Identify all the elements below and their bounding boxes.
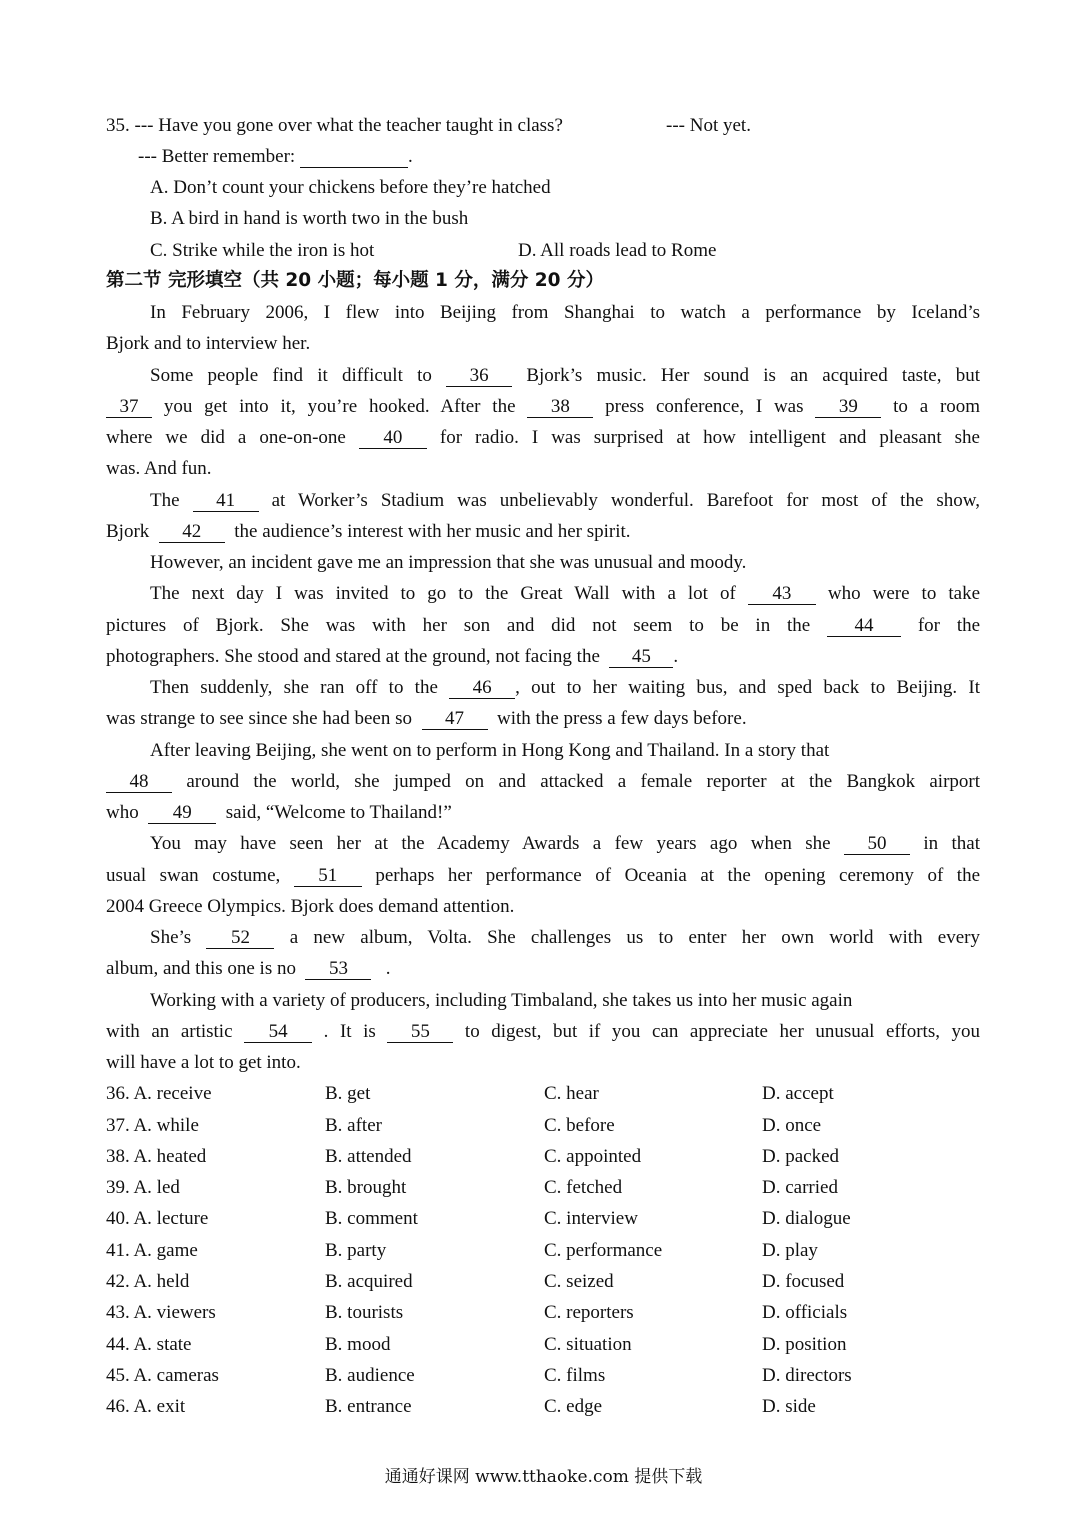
option-a: 38. A. heated (106, 1146, 207, 1167)
option-c: C. before (544, 1115, 615, 1136)
passage-line: You may have seen her at the Academy Awards a few years ago when she 50 in that (150, 833, 981, 854)
option-a: 39. A. led (106, 1177, 180, 1198)
passage-line: was. And fun. (106, 458, 212, 479)
passage-line: However, an incident gave me an impression that she was unusual and moody. (150, 552, 747, 573)
blank-49: 49 (148, 803, 216, 824)
blank-41: 41 (193, 491, 259, 512)
passage-line: photographers. She stood and stared at the ground, not facing the 45 . (106, 646, 679, 667)
q35-option-c: C. Strike while the iron is hot (150, 240, 375, 261)
passage-line: The 41 at Worker’s Stadium was unbelievably wonderful. Barefoot for most of the show, (150, 490, 981, 511)
passage-line: Working with a variety of producers, including Timbaland, she takes us into her music again (150, 990, 853, 1011)
passage-line: Then suddenly, she ran off to the 46 , out to her waiting bus, and sped back to Beijing. It (150, 677, 981, 698)
option-c: C. reporters (544, 1302, 634, 1323)
option-b: B. entrance (325, 1396, 412, 1417)
option-d: D. carried (762, 1177, 838, 1198)
option-b: B. tourists (325, 1302, 404, 1323)
passage-line: who 49 said, “Welcome to Thailand!” (106, 802, 452, 823)
section-heading: 第二节 完形填空（共 20 小题；每小题 1 分，满分 20 分） (106, 270, 604, 291)
option-c: C. appointed (544, 1146, 642, 1167)
blank-44: 44 (827, 616, 901, 637)
blank-38: 38 (527, 397, 593, 418)
passage-line: Some people find it difficult to 36 Bjork’s music. Her sound is an acquired taste, but (150, 365, 980, 386)
q35-blank (300, 147, 408, 168)
passage-line: 37 you get into it, you’re hooked. After the 38 press conference, I was 39 to a room (106, 395, 980, 419)
option-b: B. audience (325, 1365, 415, 1386)
option-a: 36. A. receive (106, 1083, 212, 1104)
blank-52: 52 (206, 928, 274, 949)
option-a: 42. A. held (106, 1271, 190, 1292)
option-a: 43. A. viewers (106, 1302, 216, 1323)
option-d: D. packed (762, 1146, 840, 1167)
blank-37: 37 (106, 397, 152, 418)
q35-question: 35. --- Have you gone over what the teacher taught in class? (106, 115, 563, 136)
option-d: D. accept (762, 1083, 834, 1104)
blank-48: 48 (106, 772, 172, 793)
blank-54: 54 (244, 1022, 312, 1043)
option-a: 44. A. state (106, 1334, 192, 1355)
blank-53: 53 (305, 959, 371, 980)
option-d: D. dialogue (762, 1208, 851, 1229)
q35-option-d: D. All roads lead to Rome (518, 240, 717, 261)
q35-option-b: B. A bird in hand is worth two in the bush (150, 208, 469, 229)
passage-line: with an artistic 54 . It is 55 to digest, but if you can appreciate her unusual efforts, you (106, 1021, 981, 1042)
blank-51: 51 (294, 866, 362, 887)
option-d: D. play (762, 1240, 818, 1261)
blank-55: 55 (387, 1022, 453, 1043)
passage-line: In February 2006, I flew into Beijing from Shanghai to watch a performance by Iceland’s (150, 302, 980, 323)
option-b: B. mood (325, 1334, 391, 1355)
blank-40: 40 (359, 428, 427, 449)
option-d: D. focused (762, 1271, 845, 1292)
passage-line: will have a lot to get into. (106, 1052, 301, 1073)
option-d: D. position (762, 1334, 847, 1355)
page-footer: 通通好课网 www.tthaoke.com 提供下载 (384, 1467, 703, 1487)
option-d: D. officials (762, 1302, 848, 1323)
passage-line: Bjork and to interview her. (106, 333, 311, 354)
option-c: C. edge (544, 1396, 603, 1417)
blank-39: 39 (815, 397, 881, 418)
passage-line: album, and this one is no 53 . (106, 958, 391, 979)
blank-42: 42 (159, 522, 225, 543)
option-a: 37. A. while (106, 1115, 199, 1136)
option-c: C. situation (544, 1334, 632, 1355)
blank-45: 45 (609, 647, 673, 668)
option-b: B. after (325, 1115, 382, 1136)
option-c: C. fetched (544, 1177, 623, 1198)
option-a: 40. A. lecture (106, 1208, 209, 1229)
passage-line: pictures of Bjork. She was with her son and did not seem to be in the 44 for the (106, 615, 981, 636)
passage-line: Bjork 42 the audience’s interest with her music and her spirit. (106, 521, 631, 542)
option-a: 45. A. cameras (106, 1365, 219, 1386)
passage-line: where we did a one-on-one 40 for radio. I was surprised at how intelligent and pleasant she (106, 427, 980, 448)
passage-line: 2004 Greece Olympics. Bjork does demand attention. (106, 896, 515, 917)
option-d: D. side (762, 1396, 816, 1417)
option-c: C. interview (544, 1208, 638, 1229)
option-b: B. party (325, 1240, 387, 1261)
option-c: C. seized (544, 1271, 614, 1292)
q35-prompt: --- Better remember: . (138, 146, 413, 167)
option-b: B. acquired (325, 1271, 413, 1292)
q35-option-a: A. Don’t count your chickens before they’re hatched (150, 177, 551, 198)
q35-answer: --- Not yet. (666, 115, 751, 136)
passage-line: The next day I was invited to go to the Great Wall with a lot of 43 who were to take (150, 583, 981, 604)
option-c: C. performance (544, 1240, 663, 1261)
option-b: B. attended (325, 1146, 412, 1167)
passage-line: usual swan costume, 51 perhaps her performance of Oceania at the opening ceremony of the (106, 865, 981, 886)
option-c: C. hear (544, 1083, 599, 1104)
option-b: B. brought (325, 1177, 407, 1198)
blank-46: 46 (449, 678, 515, 699)
blank-50: 50 (844, 834, 910, 855)
option-b: B. get (325, 1083, 371, 1104)
passage-line: was strange to see since she had been so 47 with the press a few days before. (106, 708, 747, 729)
option-a: 46. A. exit (106, 1396, 186, 1417)
option-b: B. comment (325, 1208, 418, 1229)
option-d: D. once (762, 1115, 822, 1136)
blank-36: 36 (446, 366, 512, 387)
option-d: D. directors (762, 1365, 852, 1386)
option-a: 41. A. game (106, 1240, 198, 1261)
passage-line: After leaving Beijing, she went on to perform in Hong Kong and Thailand. In a story that (150, 740, 830, 761)
blank-47: 47 (422, 709, 488, 730)
blank-43: 43 (748, 584, 816, 605)
passage-line: 48 around the world, she jumped on and attacked a female reporter at the Bangkok airport (106, 770, 980, 794)
passage-line: She’s 52 a new album, Volta. She challenges us to enter her own world with every (150, 927, 981, 948)
option-c: C. films (544, 1365, 606, 1386)
